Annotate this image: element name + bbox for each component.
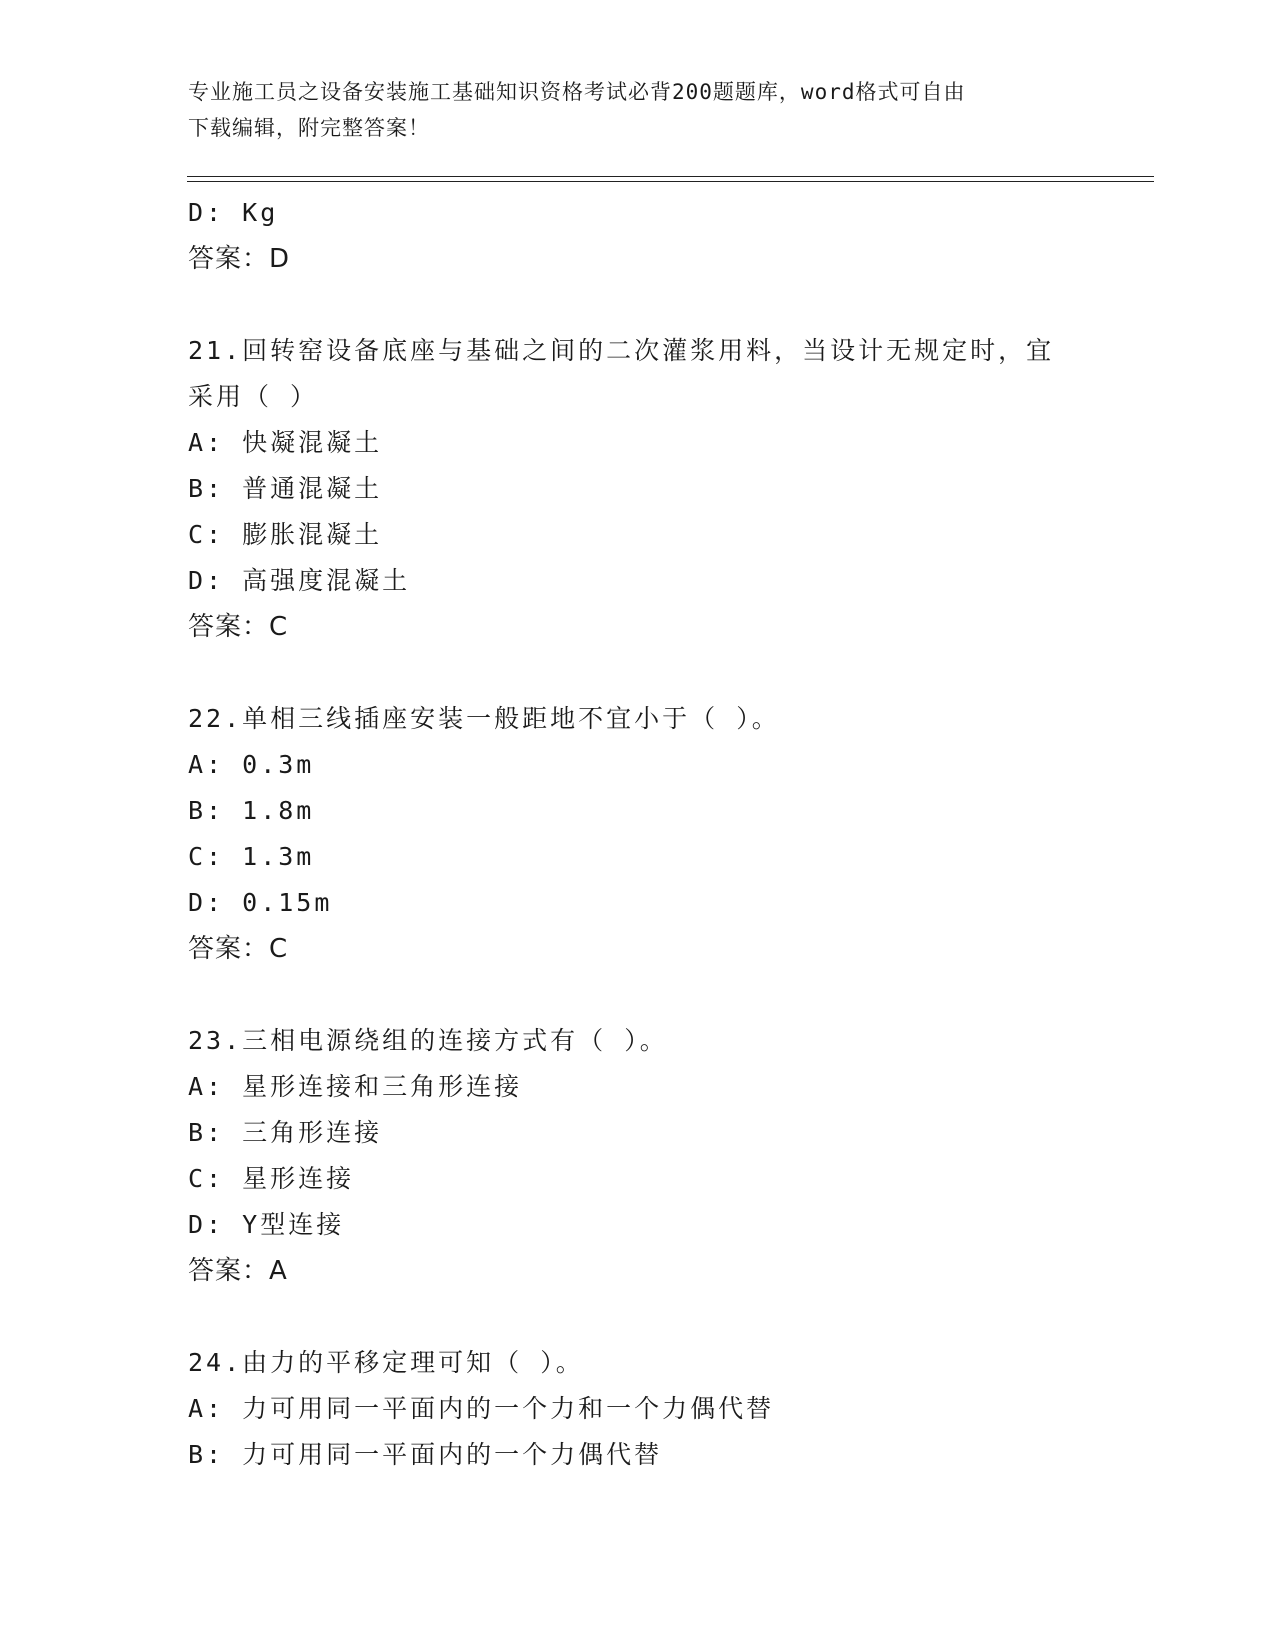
document-header bbox=[188, 74, 1088, 146]
header-title-line-1: 专业施工员之设备安装施工基础知识资格考试必背200题题库，word格式可自由 bbox=[188, 80, 966, 104]
question-stem-line-1: 23.三相电源绕组的连接方式有（ ）。 bbox=[188, 1026, 668, 1055]
answer-line: 答案：D bbox=[188, 244, 291, 274]
option-a: A: 力可用同一平面内的一个力和一个力偶代替 bbox=[188, 1394, 775, 1423]
previous-question-tail bbox=[188, 190, 1088, 282]
option-b: B: 三角形连接 bbox=[188, 1118, 383, 1147]
option-b: B: 1.8m bbox=[188, 796, 315, 825]
option-d: D: Kg bbox=[188, 198, 279, 227]
option-c: C: 膨胀混凝土 bbox=[188, 520, 383, 549]
header-title-line-2: 下载编辑，附完整答案！ bbox=[188, 116, 430, 140]
option-b: B: 普通混凝土 bbox=[188, 474, 383, 503]
question-stem-line-1: 21.回转窑设备底座与基础之间的二次灌浆用料，当设计无规定时，宜 bbox=[188, 336, 1055, 365]
header-divider-bottom bbox=[187, 181, 1154, 182]
option-d: D: Y型连接 bbox=[188, 1210, 345, 1239]
question-stem-line-2: 采用（ ） bbox=[188, 382, 319, 411]
answer-line: 答案：A bbox=[188, 1256, 288, 1286]
answer-line: 答案：C bbox=[188, 612, 289, 642]
question-21 bbox=[188, 328, 1088, 650]
option-a: A: 快凝混凝土 bbox=[188, 428, 383, 457]
option-d: D: 0.15m bbox=[188, 888, 333, 917]
answer-line: 答案：C bbox=[188, 934, 289, 964]
option-a: A: 星形连接和三角形连接 bbox=[188, 1072, 523, 1101]
question-stem-line-1: 24.由力的平移定理可知（ ）。 bbox=[188, 1348, 584, 1377]
question-stem-line-1: 22.单相三线插座安装一般距地不宜小于（ ）。 bbox=[188, 704, 780, 733]
option-b: B: 力可用同一平面内的一个力偶代替 bbox=[188, 1440, 663, 1469]
question-23 bbox=[188, 1018, 1088, 1294]
header-divider-top bbox=[187, 176, 1154, 177]
option-c: C: 星形连接 bbox=[188, 1164, 355, 1193]
question-24 bbox=[188, 1340, 1088, 1478]
option-c: C: 1.3m bbox=[188, 842, 315, 871]
option-d: D: 高强度混凝土 bbox=[188, 566, 411, 595]
question-22 bbox=[188, 696, 1088, 972]
question-list bbox=[188, 190, 1088, 1478]
option-a: A: 0.3m bbox=[188, 750, 315, 779]
